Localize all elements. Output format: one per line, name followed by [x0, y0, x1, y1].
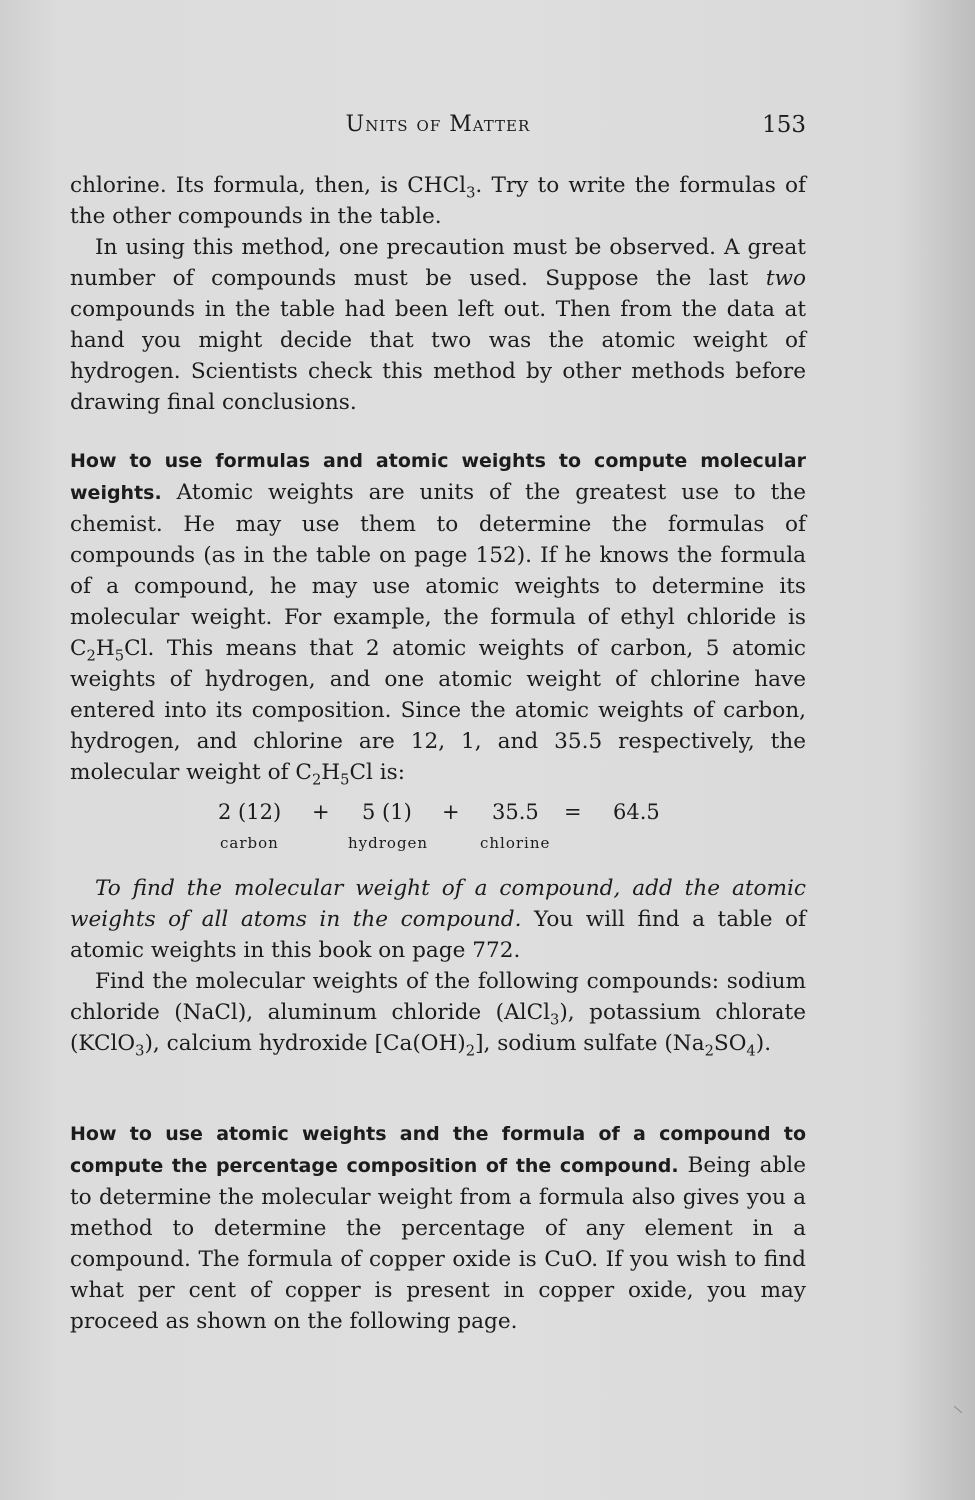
page-number: 153 [762, 112, 806, 138]
paragraph-6 [70, 1118, 806, 1337]
paragraph-3-body: Atomic weights are units of the greatest use to the chemist. He may use them to determine the formulas of compounds (as in the table on page 152). If he knows the formula of a compound, he may use atomic weights to determine its molecular weight. For example, the formula of ethyl chloride is $C_2H_5Cl$. This means that 2 atomic weights of carbon, 5 atomic weights of hydrogen, and one atomic weight of chlorine have entered into its composition. Since the atomic weights of carbon, hydrogen, and chlorine are 12, 1, and 35.5 respectively, the molecular weight of $C_2H_5Cl$ is: [70, 480, 806, 789]
plus-sign-2: + [442, 800, 460, 824]
paragraph-3 [70, 445, 806, 788]
carbon-term: 2 (12) [218, 800, 282, 824]
carbon-label: carbon [220, 834, 279, 852]
paragraph-1: chlorine. Its formula, then, is CHCl$_3$. Try to write the formulas of the other compounds in the table. [70, 173, 806, 229]
plus-sign-1: + [312, 800, 330, 824]
paragraph-2: In using this method, one precaution must be observed. A great number of compounds must be used. Suppose the last two compounds in the table had been left out. Then from the data at hand you might decide that two was the atomic weight of hydrogen. Scientists check this method by other methods before drawing final conclusions. [70, 235, 806, 415]
running-title: Units of Matter [345, 112, 531, 137]
section-heading-percentage-composition: How to use atomic weights and the formula of a compound to compute the percentage composition of the compound. [70, 1123, 806, 1177]
hydrogen-term: 5 (1) [362, 800, 412, 824]
hydrogen-label: hydrogen [348, 834, 429, 852]
chlorine-label: chlorine [480, 834, 551, 852]
molecular-weight-equation [0, 800, 975, 860]
scan-mark [954, 1406, 962, 1413]
chlorine-term: 35.5 [492, 800, 539, 824]
equation-result: 64.5 [613, 800, 660, 824]
paragraph-4: To find the molecular weight of a compound, add the atomic weights of all atoms in the compound. You will find a table of atomic weights in this book on page 772. [70, 876, 806, 963]
page-header [70, 112, 806, 146]
paragraph-6-body: Being able to determine the molecular weight from a formula also gives you a method to determine the percentage of any element in a compound. The formula of copper oxide is CuO. If you wish to find what per cent of copper is present in copper oxide, you may proceed as shown on the following page. [70, 1153, 806, 1334]
equals-sign: = [564, 800, 582, 824]
paragraph-5: Find the molecular weights of the following compounds: sodium chloride (NaCl), aluminum chloride (AlCl$_3$), potassium chlorate (KClO$_3$), calcium hydroxide $[Ca(OH)_2]$, sodium sulfate $(Na_2SO_4)$. [70, 969, 806, 1060]
section-heading-molecular-weights: How to use formulas and atomic weights to compute molecular weights. [70, 450, 806, 504]
